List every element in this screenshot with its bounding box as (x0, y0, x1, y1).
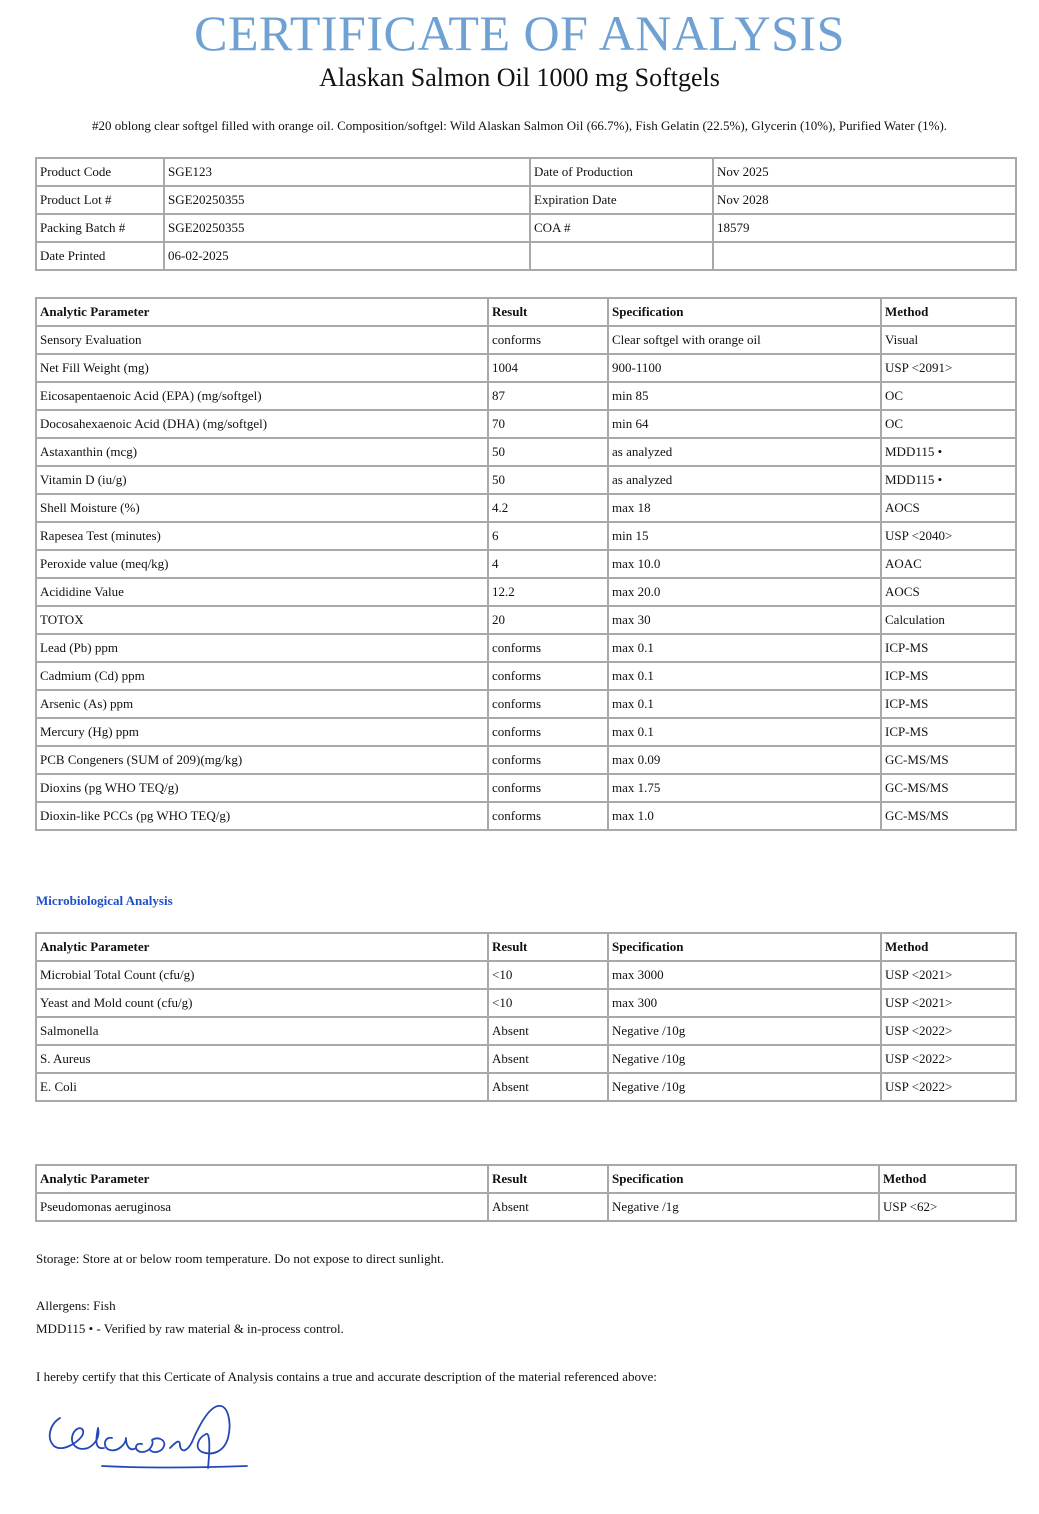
table-cell: S. Aureus (36, 1045, 488, 1073)
micro-row (36, 1017, 1016, 1045)
table-cell: <10 (488, 961, 608, 989)
table-cell: Rapesea Test (minutes) (36, 522, 488, 550)
table-cell: Absent (488, 1193, 608, 1221)
column-header: Specification (608, 933, 881, 961)
table-cell: PCB Congeners (SUM of 209)(mg/kg) (36, 746, 488, 774)
certification-statement: I hereby certify that this Certicate of Analysis contains a true and accurate description of the material referenced above: (36, 1369, 657, 1384)
table-cell: USP <2021> (881, 961, 1016, 989)
table-cell: MDD115 • (881, 438, 1016, 466)
table-cell: AOCS (881, 578, 1016, 606)
column-header: Method (879, 1165, 1016, 1193)
micro-row (36, 961, 1016, 989)
table-cell: Absent (488, 1045, 608, 1073)
table-cell: 4.2 (488, 494, 608, 522)
analysis-row (36, 606, 1016, 634)
column-header: Method (881, 933, 1016, 961)
table-cell: Astaxanthin (mcg) (36, 438, 488, 466)
table-cell: min 64 (608, 410, 881, 438)
table-cell: Docosahexaenoic Acid (DHA) (mg/softgel) (36, 410, 488, 438)
table-cell: USP <2040> (881, 522, 1016, 550)
table-cell: as analyzed (608, 438, 881, 466)
table-cell: Sensory Evaluation (36, 326, 488, 354)
table-cell: Negative /10g (608, 1045, 881, 1073)
table-cell: Peroxide value (meq/kg) (36, 550, 488, 578)
table-cell: USP <62> (879, 1193, 1016, 1221)
table-cell: max 10.0 (608, 550, 881, 578)
table-cell: 50 (488, 438, 608, 466)
table-cell: conforms (488, 774, 608, 802)
table-cell: OC (881, 410, 1016, 438)
table-cell: max 0.09 (608, 746, 881, 774)
info-row (36, 242, 1016, 270)
table-cell: conforms (488, 746, 608, 774)
table-cell: ICP-MS (881, 718, 1016, 746)
analysis-row (36, 718, 1016, 746)
micro-section-title: Microbiological Analysis (36, 893, 173, 908)
table-cell: ICP-MS (881, 690, 1016, 718)
table-cell: max 0.1 (608, 718, 881, 746)
table-cell: Mercury (Hg) ppm (36, 718, 488, 746)
table-cell: Salmonella (36, 1017, 488, 1045)
table-cell: Product Lot # (36, 186, 164, 214)
analysis-row (36, 662, 1016, 690)
product-description: #20 oblong clear softgel filled with orange oil. Composition/softgel: Wild Alaskan Salmon Oil (66.7%), Fish Gelatin (22.5%), Glycerin (10%), Purified Water (1%). (91, 118, 948, 133)
table-cell: 87 (488, 382, 608, 410)
table-cell: 12.2 (488, 578, 608, 606)
table-cell: conforms (488, 326, 608, 354)
table-cell: USP <2022> (881, 1045, 1016, 1073)
info-row (36, 186, 1016, 214)
product-info-table (35, 157, 1017, 271)
table-cell: Dioxins (pg WHO TEQ/g) (36, 774, 488, 802)
table-cell: GC-MS/MS (881, 774, 1016, 802)
table-cell: conforms (488, 718, 608, 746)
table-cell: Absent (488, 1017, 608, 1045)
certificate-title: CERTIFICATE OF ANALYSIS (194, 5, 845, 61)
table-cell: max 30 (608, 606, 881, 634)
table-cell: max 300 (608, 989, 881, 1017)
table-cell: 6 (488, 522, 608, 550)
table-cell: USP <2022> (881, 1073, 1016, 1101)
column-header: Result (488, 1165, 608, 1193)
table-cell: conforms (488, 690, 608, 718)
table-cell: Lead (Pb) ppm (36, 634, 488, 662)
analysis-header-row (36, 298, 1016, 326)
analysis-row (36, 522, 1016, 550)
table-cell: Negative /1g (608, 1193, 879, 1221)
analysis-row (36, 410, 1016, 438)
table-cell: SGE20250355 (164, 186, 530, 214)
table-cell: conforms (488, 802, 608, 830)
column-header: Specification (608, 298, 881, 326)
table-cell: 70 (488, 410, 608, 438)
table-cell: max 20.0 (608, 578, 881, 606)
table-cell: max 0.1 (608, 662, 881, 690)
table-cell: Nov 2025 (713, 158, 1016, 186)
analysis-row (36, 466, 1016, 494)
micro-row (36, 1045, 1016, 1073)
table-cell: AOAC (881, 550, 1016, 578)
table-cell: Clear softgel with orange oil (608, 326, 881, 354)
table-cell: conforms (488, 634, 608, 662)
table-cell: Visual (881, 326, 1016, 354)
table-cell (530, 242, 713, 270)
table-cell: Pseudomonas aeruginosa (36, 1193, 488, 1221)
table-cell: <10 (488, 989, 608, 1017)
table-cell: 50 (488, 466, 608, 494)
micro-row (36, 989, 1016, 1017)
table-cell: 06-02-2025 (164, 242, 530, 270)
micro-row (36, 1073, 1016, 1101)
table-cell: Eicosapentaenoic Acid (EPA) (mg/softgel) (36, 382, 488, 410)
table-cell: conforms (488, 662, 608, 690)
pseudo-row (36, 1193, 1016, 1221)
table-cell: Shell Moisture (%) (36, 494, 488, 522)
table-cell: 1004 (488, 354, 608, 382)
info-row (36, 214, 1016, 242)
table-cell: Date of Production (530, 158, 713, 186)
signature (42, 1398, 262, 1488)
analysis-row (36, 438, 1016, 466)
table-cell: OC (881, 382, 1016, 410)
analysis-row (36, 382, 1016, 410)
table-cell: Nov 2028 (713, 186, 1016, 214)
table-cell (713, 242, 1016, 270)
product-subtitle: Alaskan Salmon Oil 1000 mg Softgels (319, 63, 720, 92)
table-cell: USP <2021> (881, 989, 1016, 1017)
table-cell: Negative /10g (608, 1073, 881, 1101)
table-cell: Packing Batch # (36, 214, 164, 242)
table-cell: Date Printed (36, 242, 164, 270)
table-cell: 18579 (713, 214, 1016, 242)
allergens-note: Allergens: Fish (36, 1298, 116, 1313)
info-row (36, 158, 1016, 186)
table-cell: GC-MS/MS (881, 802, 1016, 830)
table-cell: max 18 (608, 494, 881, 522)
table-cell: Absent (488, 1073, 608, 1101)
table-cell: max 1.75 (608, 774, 881, 802)
micro-table (35, 932, 1017, 1102)
analysis-row (36, 774, 1016, 802)
mdd-note: MDD115 • - Verified by raw material & in-process control. (36, 1321, 344, 1336)
table-cell: COA # (530, 214, 713, 242)
table-cell: max 0.1 (608, 634, 881, 662)
analysis-row (36, 802, 1016, 830)
table-cell: max 1.0 (608, 802, 881, 830)
analysis-row (36, 494, 1016, 522)
table-cell: Calculation (881, 606, 1016, 634)
storage-note: Storage: Store at or below room temperature. Do not expose to direct sunlight. (36, 1251, 444, 1266)
table-cell: USP <2091> (881, 354, 1016, 382)
analysis-row (36, 634, 1016, 662)
table-cell: E. Coli (36, 1073, 488, 1101)
table-cell: 4 (488, 550, 608, 578)
table-cell: Cadmium (Cd) ppm (36, 662, 488, 690)
table-cell: min 15 (608, 522, 881, 550)
table-cell: max 0.1 (608, 690, 881, 718)
analysis-table (35, 297, 1017, 831)
analysis-row (36, 578, 1016, 606)
column-header: Method (881, 298, 1016, 326)
analysis-row (36, 354, 1016, 382)
column-header: Result (488, 298, 608, 326)
column-header: Analytic Parameter (36, 933, 488, 961)
column-header: Result (488, 933, 608, 961)
pseudomonas-table (35, 1164, 1017, 1222)
table-cell: 20 (488, 606, 608, 634)
table-cell: AOCS (881, 494, 1016, 522)
column-header: Analytic Parameter (36, 298, 488, 326)
table-cell: ICP-MS (881, 662, 1016, 690)
table-cell: Vitamin D (iu/g) (36, 466, 488, 494)
table-cell: Acididine Value (36, 578, 488, 606)
table-cell: USP <2022> (881, 1017, 1016, 1045)
table-cell: Expiration Date (530, 186, 713, 214)
table-cell: as analyzed (608, 466, 881, 494)
table-cell: MDD115 • (881, 466, 1016, 494)
table-cell: GC-MS/MS (881, 746, 1016, 774)
analysis-row (36, 690, 1016, 718)
pseudo-header-row (36, 1165, 1016, 1193)
column-header: Specification (608, 1165, 879, 1193)
table-cell: TOTOX (36, 606, 488, 634)
analysis-row (36, 550, 1016, 578)
table-cell: SGE20250355 (164, 214, 530, 242)
table-cell: Microbial Total Count (cfu/g) (36, 961, 488, 989)
table-cell: 900-1100 (608, 354, 881, 382)
table-cell: Dioxin-like PCCs (pg WHO TEQ/g) (36, 802, 488, 830)
table-cell: Yeast and Mold count (cfu/g) (36, 989, 488, 1017)
micro-header-row (36, 933, 1016, 961)
table-cell: SGE123 (164, 158, 530, 186)
table-cell: Product Code (36, 158, 164, 186)
table-cell: min 85 (608, 382, 881, 410)
analysis-row (36, 326, 1016, 354)
table-cell: Arsenic (As) ppm (36, 690, 488, 718)
column-header: Analytic Parameter (36, 1165, 488, 1193)
analysis-row (36, 746, 1016, 774)
table-cell: max 3000 (608, 961, 881, 989)
table-cell: ICP-MS (881, 634, 1016, 662)
table-cell: Net Fill Weight (mg) (36, 354, 488, 382)
table-cell: Negative /10g (608, 1017, 881, 1045)
